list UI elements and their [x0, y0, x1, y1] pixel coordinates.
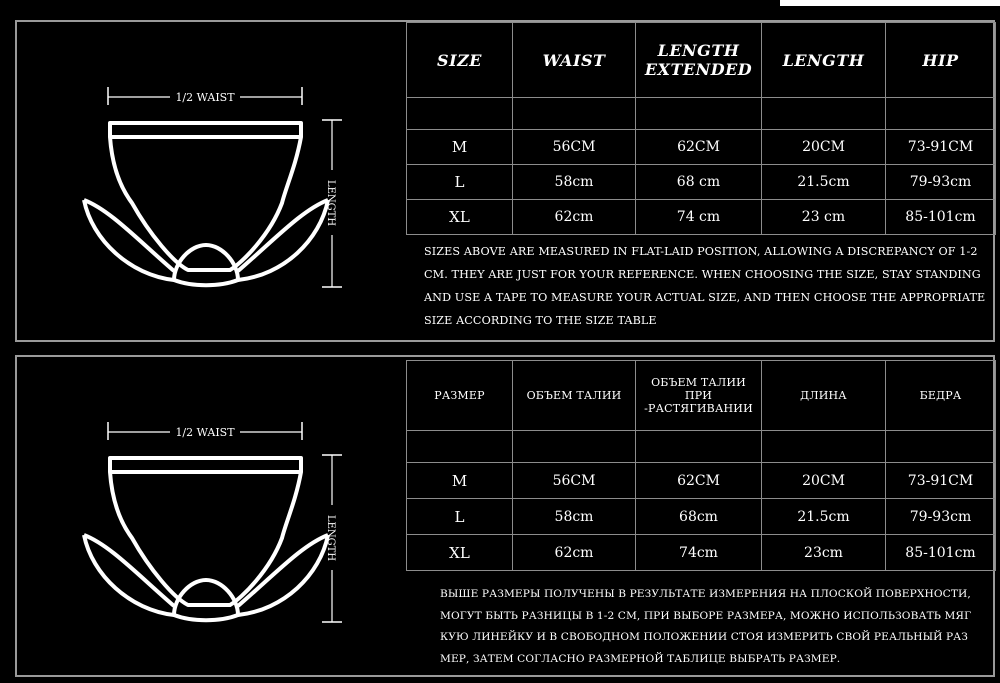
half-waist-dimension	[108, 87, 302, 105]
table-cell: 62CM	[636, 130, 762, 165]
header-hip: HIP	[886, 23, 996, 98]
note-line: CM. THEY ARE JUST FOR YOUR REFERENCE. WHEN CHOOSING THE SIZE, STAY STANDING	[424, 268, 981, 281]
header-length: ДЛИНА	[762, 361, 886, 431]
length-label: LENGTH	[325, 514, 336, 562]
note-line: МЕР, ЗАТЕМ СОГЛАСНО РАЗМЕРНОЙ ТАБЛИЦЕ ВЫБРАТЬ РАЗМЕР.	[440, 652, 841, 665]
table-cell: 68cm	[636, 499, 762, 535]
header-waist: ОБЪЕМ ТАЛИИ	[513, 361, 636, 431]
table-spacer-row	[407, 431, 996, 463]
table-cell: 62cm	[513, 200, 636, 235]
table-cell: M	[407, 130, 513, 165]
english-size-table	[406, 22, 996, 235]
note-line: SIZES ABOVE ARE MEASURED IN FLAT-LAID POSITION, ALLOWING A DISCREPANCY OF 1-2	[424, 245, 978, 258]
table-row	[407, 535, 996, 571]
table-cell: XL	[407, 200, 513, 235]
table-row	[407, 499, 996, 535]
table-cell: 62CM	[636, 463, 762, 499]
table-header-row	[407, 361, 996, 431]
table-cell: L	[407, 165, 513, 200]
header-length: LENGTH	[762, 23, 886, 98]
header-hip: БЕДРА	[886, 361, 996, 431]
header-size: РАЗМЕР	[407, 361, 513, 431]
table-cell: 73-91CM	[886, 463, 996, 499]
english-size-note	[424, 240, 989, 332]
half-waist-label: 1/2 WAIST	[175, 426, 235, 439]
russian-size-note	[440, 584, 990, 670]
note-line: КУЮ ЛИНЕЙКУ И В СВОБОДНОМ ПОЛОЖЕНИИ СТОЯ ИЗМЕРИТЬ СВОЙ РЕАЛЬНЫЙ РАЗ	[440, 631, 968, 643]
table-cell: 23 cm	[762, 200, 886, 235]
top-right-strip	[780, 0, 1000, 6]
table-cell: 68 cm	[636, 165, 762, 200]
table-row	[407, 130, 996, 165]
header-waist-stretched: ОБЪЕМ ТАЛИИ ПРИ -РАСТЯГИВАНИИ	[636, 361, 762, 431]
briefs-outline	[84, 458, 328, 620]
table-cell: 23cm	[762, 535, 886, 571]
briefs-diagram-bottom	[70, 410, 370, 640]
note-line: AND USE A TAPE TO MEASURE YOUR ACTUAL SIZE, AND THEN CHOOSE THE APPROPRIATE	[424, 291, 986, 304]
table-cell: 79-93cm	[886, 165, 996, 200]
table-cell: 20CM	[762, 130, 886, 165]
length-label: LENGTH	[325, 179, 336, 227]
table-row	[407, 200, 996, 235]
table-row	[407, 463, 996, 499]
note-line: ВЫШЕ РАЗМЕРЫ ПОЛУЧЕНЫ В РЕЗУЛЬТАТЕ ИЗМЕРЕНИЯ НА ПЛОСКОЙ ПОВЕРХНОСТИ,	[440, 588, 971, 600]
table-cell: 56CM	[513, 463, 636, 499]
table-cell: 74cm	[636, 535, 762, 571]
russian-size-table	[406, 360, 996, 571]
table-cell: 56CM	[513, 130, 636, 165]
table-cell: 62cm	[513, 535, 636, 571]
length-dimension	[322, 120, 342, 287]
table-cell: M	[407, 463, 513, 499]
briefs-outline	[84, 123, 328, 285]
table-cell: 85-101cm	[886, 200, 996, 235]
header-waist: WAIST	[513, 23, 636, 98]
table-row	[407, 165, 996, 200]
table-cell: 20CM	[762, 463, 886, 499]
table-cell: 73-91CM	[886, 130, 996, 165]
table-spacer-row	[407, 98, 996, 130]
length-dimension	[322, 455, 342, 622]
header-length-extended: LENGTH EXTENDED	[636, 23, 762, 98]
table-cell: 21.5cm	[762, 499, 886, 535]
table-cell: L	[407, 499, 513, 535]
table-cell: 58cm	[513, 165, 636, 200]
half-waist-dimension	[108, 422, 302, 440]
half-waist-label: 1/2 WAIST	[175, 91, 235, 104]
table-cell: 85-101cm	[886, 535, 996, 571]
table-cell: XL	[407, 535, 513, 571]
note-line: SIZE ACCORDING TO THE SIZE TABLE	[424, 314, 657, 327]
table-cell: 21.5cm	[762, 165, 886, 200]
note-line: МОГУТ БЫТЬ РАЗНИЦЫ В 1-2 СМ, ПРИ ВЫБОРЕ РАЗМЕРА, МОЖНО ИСПОЛЬЗОВАТЬ МЯГ	[440, 609, 972, 622]
header-size: SIZE	[407, 23, 513, 98]
table-cell: 74 cm	[636, 200, 762, 235]
table-header-row	[407, 23, 996, 98]
briefs-diagram-top	[70, 75, 370, 305]
table-cell: 79-93cm	[886, 499, 996, 535]
table-cell: 58cm	[513, 499, 636, 535]
